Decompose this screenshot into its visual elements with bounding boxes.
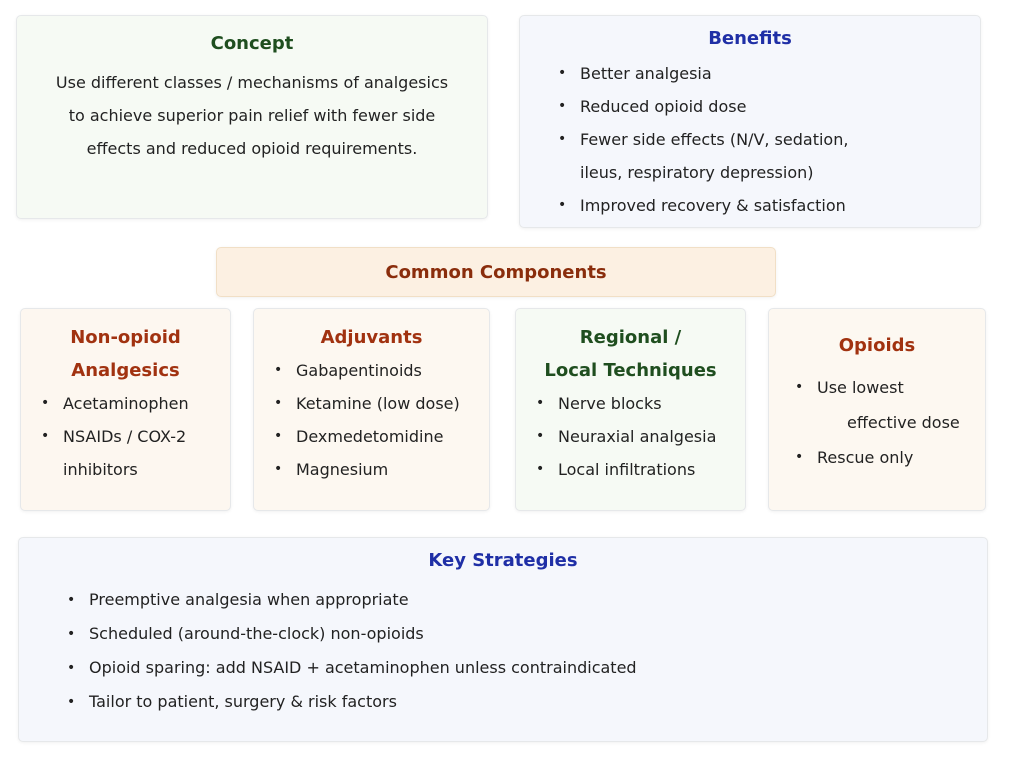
list-item: • Scheduled (around-the-clock) non-opioids — [63, 617, 987, 651]
strategies-list — [63, 583, 987, 719]
regional-title-line: Regional / — [579, 327, 682, 348]
benefits-list — [554, 57, 980, 222]
benefits-box — [519, 15, 981, 228]
opioids-list — [791, 370, 985, 475]
list-item: • Fewer side effects (N/V, sedation, — [554, 123, 980, 156]
list-item: • Dexmedetomidine — [270, 420, 489, 453]
strategies-box — [18, 537, 988, 742]
list-item: • Use lowest — [791, 370, 985, 405]
list-item: • Acetaminophen — [37, 387, 230, 420]
components-title: Common Components — [385, 262, 607, 283]
list-item-continuation: ileus, respiratory depression) — [580, 163, 814, 182]
concept-text — [35, 66, 469, 165]
components-header-box — [216, 247, 776, 297]
nonopioid-title-line: Analgesics — [71, 360, 180, 381]
list-item: • Improved recovery & satisfaction — [554, 189, 980, 222]
list-item: • Ketamine (low dose) — [270, 387, 489, 420]
nonopioid-title-line: Non-opioid — [70, 327, 181, 348]
nonopioid-box — [20, 308, 231, 511]
concept-line: effects and reduced opioid requirements. — [86, 139, 418, 158]
list-item: • Preemptive analgesia when appropriate — [63, 583, 987, 617]
list-item: • Local infiltrations — [532, 453, 745, 486]
benefits-title: Benefits — [708, 28, 792, 49]
nonopioid-list — [37, 387, 230, 486]
opioids-box — [768, 308, 986, 511]
concept-box — [16, 15, 488, 219]
strategies-title: Key Strategies — [428, 550, 578, 571]
list-item-continuation: inhibitors — [63, 460, 138, 479]
regional-box — [515, 308, 746, 511]
list-item: • Gabapentinoids — [270, 354, 489, 387]
list-item: • Opioid sparing: add NSAID + acetaminophen unless contraindicated — [63, 651, 987, 685]
list-item: • Rescue only — [791, 440, 985, 475]
regional-title — [516, 321, 745, 387]
list-item: • Magnesium — [270, 453, 489, 486]
concept-title: Concept — [210, 33, 294, 54]
list-item: • Better analgesia — [554, 57, 980, 90]
adjuvants-list — [270, 354, 489, 486]
list-item: • Neuraxial analgesia — [532, 420, 745, 453]
concept-line: Use different classes / mechanisms of analgesics — [55, 73, 449, 92]
list-item: • Tailor to patient, surgery & risk factors — [63, 685, 987, 719]
list-item: • Nerve blocks — [532, 387, 745, 420]
adjuvants-title: Adjuvants — [320, 327, 423, 348]
list-item: • NSAIDs / COX-2 — [37, 420, 230, 453]
nonopioid-title — [21, 321, 230, 387]
adjuvants-box — [253, 308, 490, 511]
list-item: • Reduced opioid dose — [554, 90, 980, 123]
regional-list — [532, 387, 745, 486]
concept-line: to achieve superior pain relief with fewer side — [68, 106, 436, 125]
regional-title-line: Local Techniques — [544, 360, 717, 381]
opioids-title: Opioids — [838, 335, 916, 356]
list-item-continuation: effective dose — [847, 413, 960, 432]
